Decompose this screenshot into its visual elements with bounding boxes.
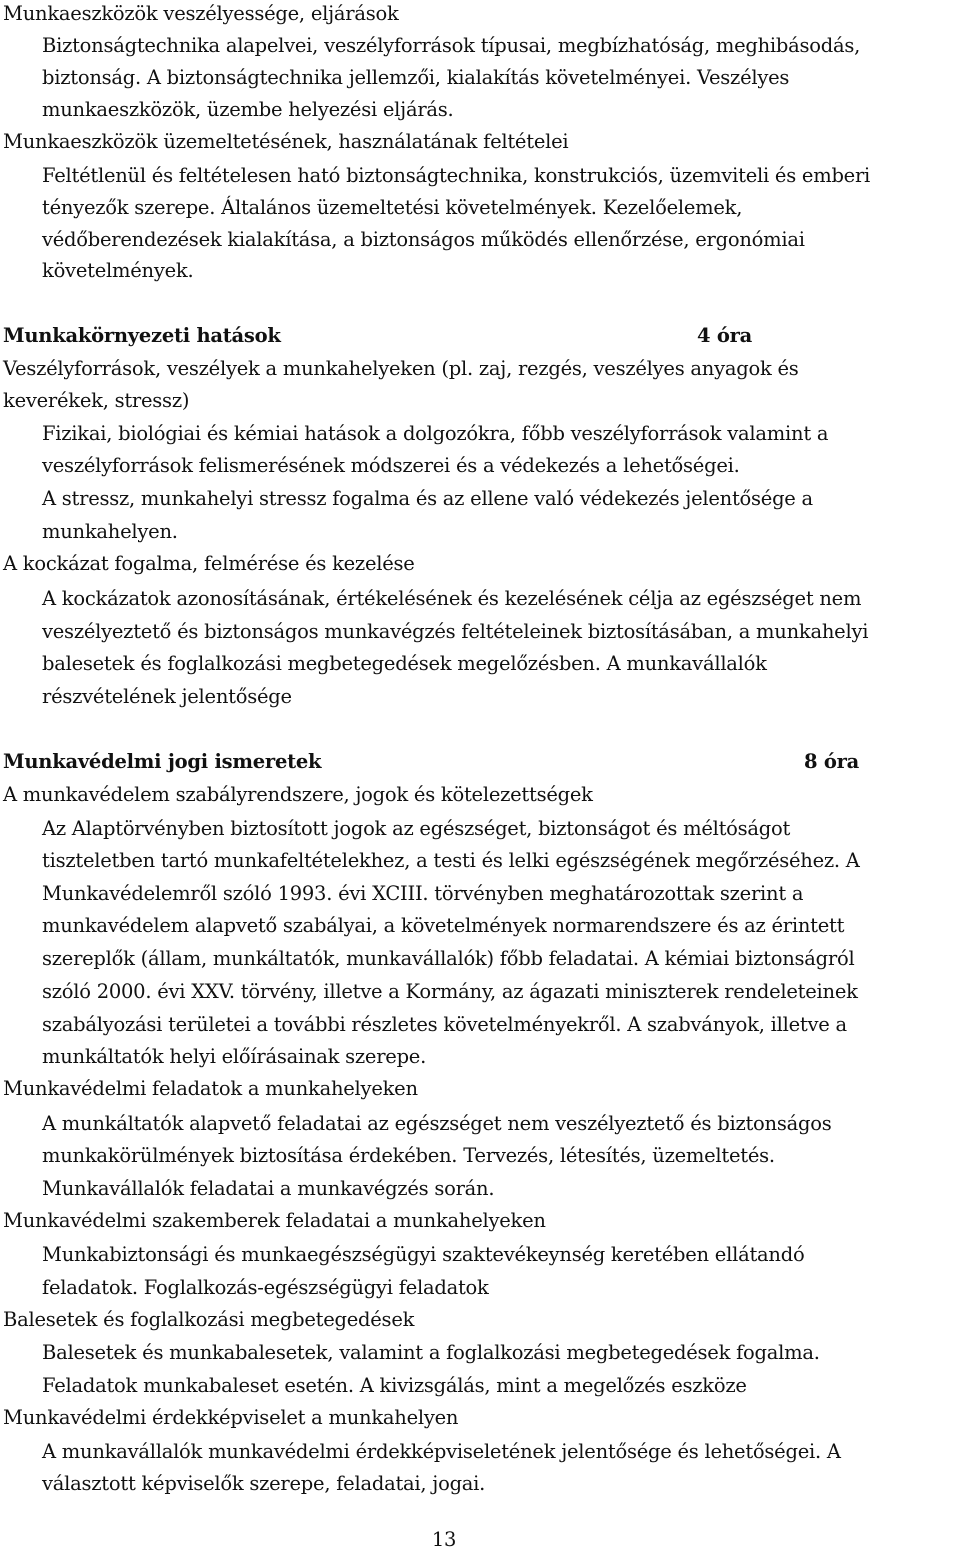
paragraph-line: munkakörülmények biztosítása érdekében. Tervezés, létesítés, üzemeltetés. [42,1144,775,1167]
subsection-title: Balesetek és foglalkozási megbetegedések [3,1308,415,1331]
paragraph-line: munkáltatók helyi előírásainak szerepe. [42,1045,427,1068]
paragraph-line: munkahelyen. [42,520,178,543]
paragraph-line: tiszteletben tartó munkafeltételekhez, a testi és lelki egészségének megőrzéséhez. A [42,849,860,872]
subsection-title: Munkaeszközök üzemeltetésének, használatának feltételei [3,130,569,153]
paragraph-line: Munkavállalók feladatai a munkavégzés során. [42,1177,495,1200]
page-number: 13 [431,1528,457,1551]
paragraph-line: balesetek és foglalkozási megbetegedések megelőzésben. A munkavállalók [42,652,767,675]
paragraph-line: Az Alaptörvényben biztosított jogok az egészséget, biztonságot és méltóságot [42,817,791,840]
paragraph-line: A kockázatok azonosításának, értékelésének és kezelésének célja az egészséget nem [42,587,862,610]
paragraph-line: Feltétlenül és feltételesen ható biztonságtechnika, konstrukciós, üzemviteli és emberi [42,164,871,187]
subsection-title: A munkavédelem szabályrendszere, jogok és kötelezettségek [3,783,593,806]
paragraph-line: Feladatok munkabaleset esetén. A kivizsgálás, mint a megelőzés eszköze [42,1374,747,1397]
paragraph-line: Munkabiztonsági és munkaegészségügyi szaktevékeynség keretében ellátandó [42,1243,805,1266]
subsection-title: Munkavédelmi feladatok a munkahelyeken [3,1077,418,1100]
section-hours: 4 óra [697,324,753,347]
paragraph-line: A stressz, munkahelyi stressz fogalma és az ellene való védekezés jelentősége a [42,487,813,510]
paragraph-line: választott képviselők szerepe, feladatai, jogai. [42,1472,486,1495]
paragraph-line: szóló 2000. évi XXV. törvény, illetve a Kormány, az ágazati miniszterek rendeleteinek [42,980,858,1003]
section-hours: 8 óra [804,750,860,773]
section-heading: Munkakörnyezeti hatások [3,324,281,347]
paragraph-line: védőberendezések kialakítása, a biztonságos működés ellenőrzése, ergonómiai [42,228,805,251]
paragraph-line: feladatok. Foglalkozás-egészségügyi feladatok [42,1276,489,1299]
paragraph-line: szereplők (állam, munkáltatók, munkavállalók) főbb feladatai. A kémiai biztonságról [42,947,855,970]
subsection-title: Munkavédelmi érdekképviselet a munkahelyen [3,1406,459,1429]
paragraph-line: Biztonságtechnika alapelvei, veszélyforrások típusai, megbízhatóság, meghibásodás, [42,34,861,57]
subsection-title: Veszélyforrások, veszélyek a munkahelyeken (pl. zaj, rezgés, veszélyes anyagok és [3,357,799,380]
paragraph-line: veszélyforrások felismerésének módszerei és a védekezés a lehetőségei. [42,454,740,477]
paragraph-line: Munkavédelemről szóló 1993. évi XCIII. törvényben meghatározottak szerint a [42,882,804,905]
paragraph-line: részvételének jelentősége [42,685,292,708]
subsection-title: A kockázat fogalma, felmérése és kezelése [3,552,415,575]
section-heading: Munkavédelmi jogi ismeretek [3,750,322,773]
paragraph-line: Balesetek és munkabalesetek, valamint a foglalkozási megbetegedések fogalma. [42,1341,820,1364]
paragraph-line: követelmények. [42,259,194,282]
paragraph-line: veszélyeztető és biztonságos munkavégzés feltételeinek biztosításában, a munkahelyi [42,620,869,643]
paragraph-line: szabályozási területei a további részletes követelményekről. A szabványok, illetve a [42,1013,847,1036]
subsection-title: keverékek, stressz) [3,389,190,412]
paragraph-line: munkaeszközök, üzembe helyezési eljárás. [42,98,454,121]
paragraph-line: biztonság. A biztonságtechnika jellemzői, kialakítás követelményei. Veszélyes [42,66,790,89]
subsection-title: Munkaeszközök veszélyessége, eljárások [3,2,399,25]
subsection-title: Munkavédelmi szakemberek feladatai a munkahelyeken [3,1209,546,1232]
paragraph-line: Fizikai, biológiai és kémiai hatások a dolgozókra, főbb veszélyforrások valamint a [42,422,829,445]
paragraph-line: A munkavállalók munkavédelmi érdekképviseletének jelentősége és lehetőségei. A [42,1440,841,1463]
paragraph-line: A munkáltatók alapvető feladatai az egészséget nem veszélyeztető és biztonságos [42,1112,832,1135]
paragraph-line: tényezők szerepe. Általános üzemeltetési követelmények. Kezelőelemek, [42,196,743,219]
paragraph-line: munkavédelem alapvető szabályai, a követelmények normarendszere és az érintett [42,914,845,937]
